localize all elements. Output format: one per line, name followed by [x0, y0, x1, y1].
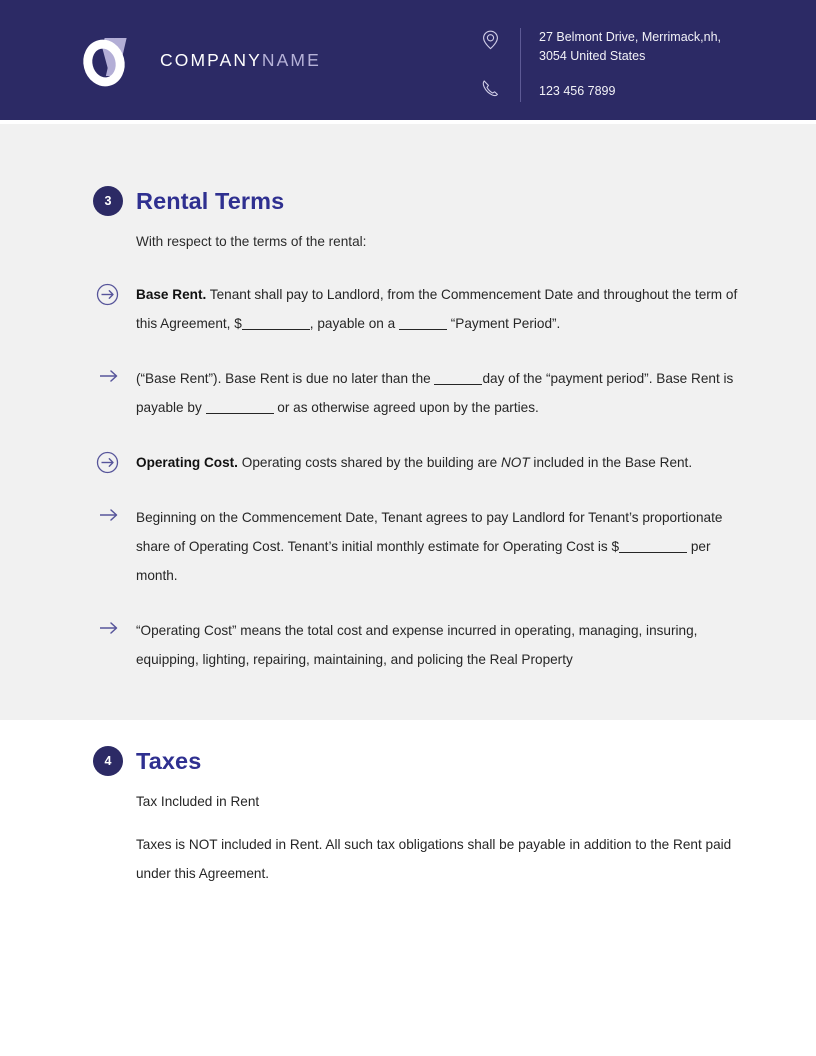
section-rental-terms	[0, 124, 816, 720]
circled-arrow-right-icon	[96, 280, 136, 306]
list-item-text	[136, 364, 746, 422]
contact-address-line-1: 27 Belmont Drive, Merrimack,nh,	[539, 30, 722, 44]
list-item-text-part-3: or as otherwise agreed upon by the parties.	[273, 400, 539, 415]
list-item	[96, 280, 746, 338]
list-item	[96, 616, 746, 674]
list-item	[96, 448, 746, 477]
section-number-badge: 4	[93, 746, 123, 776]
section-title: Taxes	[136, 747, 202, 774]
arrow-right-icon	[96, 616, 136, 635]
fill-in-blank	[434, 384, 482, 385]
section-heading-taxes	[93, 746, 816, 776]
brand-lockup	[76, 32, 321, 88]
brand-name-secondary: NAME	[261, 49, 321, 70]
list-item-text	[136, 280, 746, 338]
contact-divider	[520, 28, 521, 102]
list-item-text-part-3: “Payment Period”.	[446, 316, 561, 331]
brand-name	[160, 50, 321, 71]
list-item-text-part-1: Tenant shall pay to Landlord, from the Commencement Date and throughout the term of this Agreement, $	[136, 287, 738, 331]
paragraph: Taxes is NOT included in Rent. All such tax obligations shall be payable in addition to the Rent paid under this Agreement.	[136, 837, 732, 881]
list-item-text-part-2: day of the “payment period”. Base Rent is payable by	[136, 371, 734, 415]
section-taxes	[0, 720, 816, 888]
section-title: Rental Terms	[136, 187, 285, 214]
on-monogram-logo-icon	[76, 32, 148, 88]
list-item-text	[136, 448, 746, 477]
section-lead-text: Tax Included in Rent	[136, 794, 260, 809]
list-item-text-part-1: Operating costs shared by the building are	[237, 455, 501, 470]
section-number-badge: 3	[93, 186, 123, 216]
contact-address-line-2: 3054 United States	[539, 49, 646, 63]
brand-name-primary: COMPANY	[160, 49, 262, 70]
list-item-text-part-1: (“Base Rent”). Base Rent is due no later than the	[136, 371, 435, 386]
list-item-text: “Operating Cost” means the total cost and expense incurred in operating, managing, insuring, equipping, lighting, repairing, maintaining, and policing the Real Property	[136, 623, 698, 667]
list-item-text	[136, 503, 746, 590]
map-pin-icon	[482, 30, 499, 57]
list-item-text-part-2: included in the Base Rent.	[529, 455, 693, 470]
list-item	[96, 503, 746, 590]
contact-icon-column	[476, 28, 504, 102]
document-header	[0, 0, 816, 120]
arrow-right-icon	[96, 503, 136, 522]
section-lead-text: With respect to the terms of the rental:	[136, 234, 367, 249]
list-item-label: Operating Cost.	[136, 455, 238, 470]
list-item-text-part-2: per month.	[136, 539, 711, 583]
list-item-emphasis: NOT	[500, 455, 530, 470]
fill-in-blank	[206, 413, 274, 414]
contact-phone: 123 456 7899	[539, 84, 616, 98]
fill-in-blank	[619, 552, 687, 553]
list-item	[96, 364, 746, 422]
contact-details	[539, 28, 721, 101]
fill-in-blank	[399, 329, 447, 330]
section-heading-rental-terms	[93, 186, 816, 216]
arrow-right-icon	[96, 364, 136, 383]
circled-arrow-right-icon	[96, 448, 136, 474]
phone-icon	[482, 79, 499, 102]
contact-block	[476, 28, 721, 102]
list-item-label: Base Rent.	[136, 287, 207, 302]
list-item-text-part-2: , payable on a	[309, 316, 399, 331]
list-item-text-part-1: Beginning on the Commencement Date, Tenant agrees to pay Landlord for Tenant’s proportionate share of Operating Cost. Tenant’s initial monthly estimate for Operating Cost is $	[136, 510, 723, 554]
fill-in-blank	[242, 329, 310, 330]
